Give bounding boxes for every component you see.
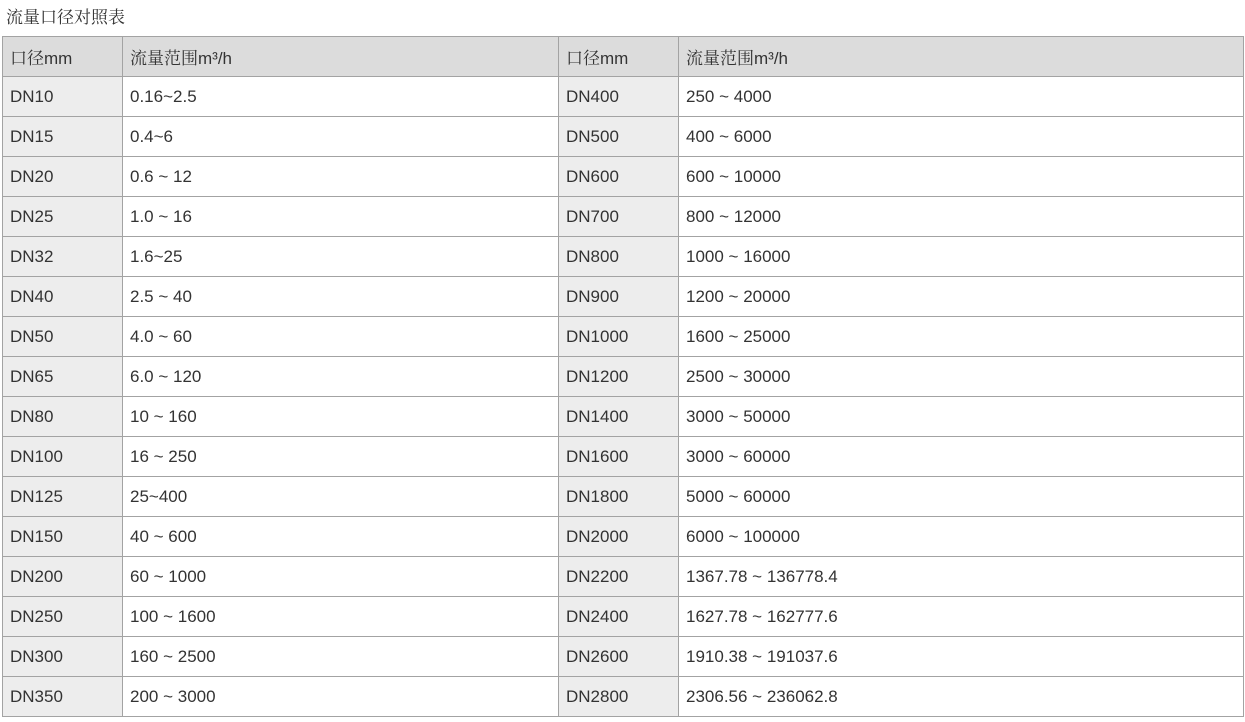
page-title: 流量口径对照表 [6, 8, 125, 27]
flow-range-cell: 800 ~ 12000 [679, 197, 1244, 237]
flow-range-cell: 250 ~ 4000 [679, 77, 1244, 117]
flow-range-cell: 2.5 ~ 40 [123, 277, 559, 317]
diameter-cell: DN1200 [559, 357, 679, 397]
flow-range-cell: 2306.56 ~ 236062.8 [679, 677, 1244, 717]
column-header-flow-range-right: 流量范围m³/h [679, 37, 1244, 77]
flow-range-cell: 6000 ~ 100000 [679, 517, 1244, 557]
flow-range-cell: 3000 ~ 60000 [679, 437, 1244, 477]
flow-range-cell: 1367.78 ~ 136778.4 [679, 557, 1244, 597]
diameter-cell: DN500 [559, 117, 679, 157]
diameter-cell: DN2200 [559, 557, 679, 597]
table-row [3, 397, 1244, 437]
diameter-cell: DN125 [3, 477, 123, 517]
diameter-cell: DN350 [3, 677, 123, 717]
diameter-cell: DN1000 [559, 317, 679, 357]
flow-range-cell: 3000 ~ 50000 [679, 397, 1244, 437]
table-row [3, 77, 1244, 117]
diameter-cell: DN2400 [559, 597, 679, 637]
diameter-cell: DN80 [3, 397, 123, 437]
diameter-cell: DN2600 [559, 637, 679, 677]
table-row [3, 317, 1244, 357]
flow-range-cell: 1000 ~ 16000 [679, 237, 1244, 277]
column-header-flow-range-left: 流量范围m³/h [123, 37, 559, 77]
flow-range-cell: 4.0 ~ 60 [123, 317, 559, 357]
table-row [3, 557, 1244, 597]
table-row [3, 117, 1244, 157]
table-row [3, 197, 1244, 237]
flow-range-cell: 60 ~ 1000 [123, 557, 559, 597]
table-row [3, 437, 1244, 477]
diameter-cell: DN250 [3, 597, 123, 637]
table-row [3, 517, 1244, 557]
flow-range-cell: 0.6 ~ 12 [123, 157, 559, 197]
flow-range-cell: 1200 ~ 20000 [679, 277, 1244, 317]
diameter-cell: DN400 [559, 77, 679, 117]
diameter-cell: DN300 [3, 637, 123, 677]
diameter-cell: DN100 [3, 437, 123, 477]
table-row [3, 357, 1244, 397]
flow-range-cell: 16 ~ 250 [123, 437, 559, 477]
flow-range-cell: 400 ~ 6000 [679, 117, 1244, 157]
flow-range-cell: 0.4~6 [123, 117, 559, 157]
flow-range-cell: 25~400 [123, 477, 559, 517]
header-row [3, 37, 1244, 77]
column-header-diameter-right: 口径mm [559, 37, 679, 77]
diameter-cell: DN1800 [559, 477, 679, 517]
diameter-cell: DN10 [3, 77, 123, 117]
diameter-cell: DN150 [3, 517, 123, 557]
flow-range-cell: 1600 ~ 25000 [679, 317, 1244, 357]
diameter-cell: DN200 [3, 557, 123, 597]
diameter-cell: DN600 [559, 157, 679, 197]
flow-range-cell: 160 ~ 2500 [123, 637, 559, 677]
diameter-cell: DN32 [3, 237, 123, 277]
flow-range-cell: 1.6~25 [123, 237, 559, 277]
flow-range-cell: 40 ~ 600 [123, 517, 559, 557]
diameter-cell: DN1400 [559, 397, 679, 437]
flow-range-cell: 1.0 ~ 16 [123, 197, 559, 237]
diameter-cell: DN800 [559, 237, 679, 277]
diameter-cell: DN40 [3, 277, 123, 317]
table-body [3, 77, 1244, 717]
flow-diameter-table [2, 36, 1244, 717]
table-row [3, 237, 1244, 277]
diameter-cell: DN2800 [559, 677, 679, 717]
table-row [3, 277, 1244, 317]
diameter-cell: DN700 [559, 197, 679, 237]
flow-range-cell: 200 ~ 3000 [123, 677, 559, 717]
table-row [3, 477, 1244, 517]
table-row [3, 677, 1244, 717]
table-row [3, 157, 1244, 197]
flow-range-cell: 10 ~ 160 [123, 397, 559, 437]
diameter-cell: DN20 [3, 157, 123, 197]
flow-range-cell: 600 ~ 10000 [679, 157, 1244, 197]
diameter-cell: DN1600 [559, 437, 679, 477]
table-row [3, 637, 1244, 677]
table-row [3, 597, 1244, 637]
flow-range-cell: 2500 ~ 30000 [679, 357, 1244, 397]
diameter-cell: DN15 [3, 117, 123, 157]
flow-range-cell: 6.0 ~ 120 [123, 357, 559, 397]
diameter-cell: DN65 [3, 357, 123, 397]
diameter-cell: DN50 [3, 317, 123, 357]
flow-range-cell: 1910.38 ~ 191037.6 [679, 637, 1244, 677]
flow-range-cell: 100 ~ 1600 [123, 597, 559, 637]
diameter-cell: DN900 [559, 277, 679, 317]
diameter-cell: DN2000 [559, 517, 679, 557]
diameter-cell: DN25 [3, 197, 123, 237]
flow-range-cell: 1627.78 ~ 162777.6 [679, 597, 1244, 637]
flow-range-cell: 0.16~2.5 [123, 77, 559, 117]
column-header-diameter-left: 口径mm [3, 37, 123, 77]
flow-range-cell: 5000 ~ 60000 [679, 477, 1244, 517]
